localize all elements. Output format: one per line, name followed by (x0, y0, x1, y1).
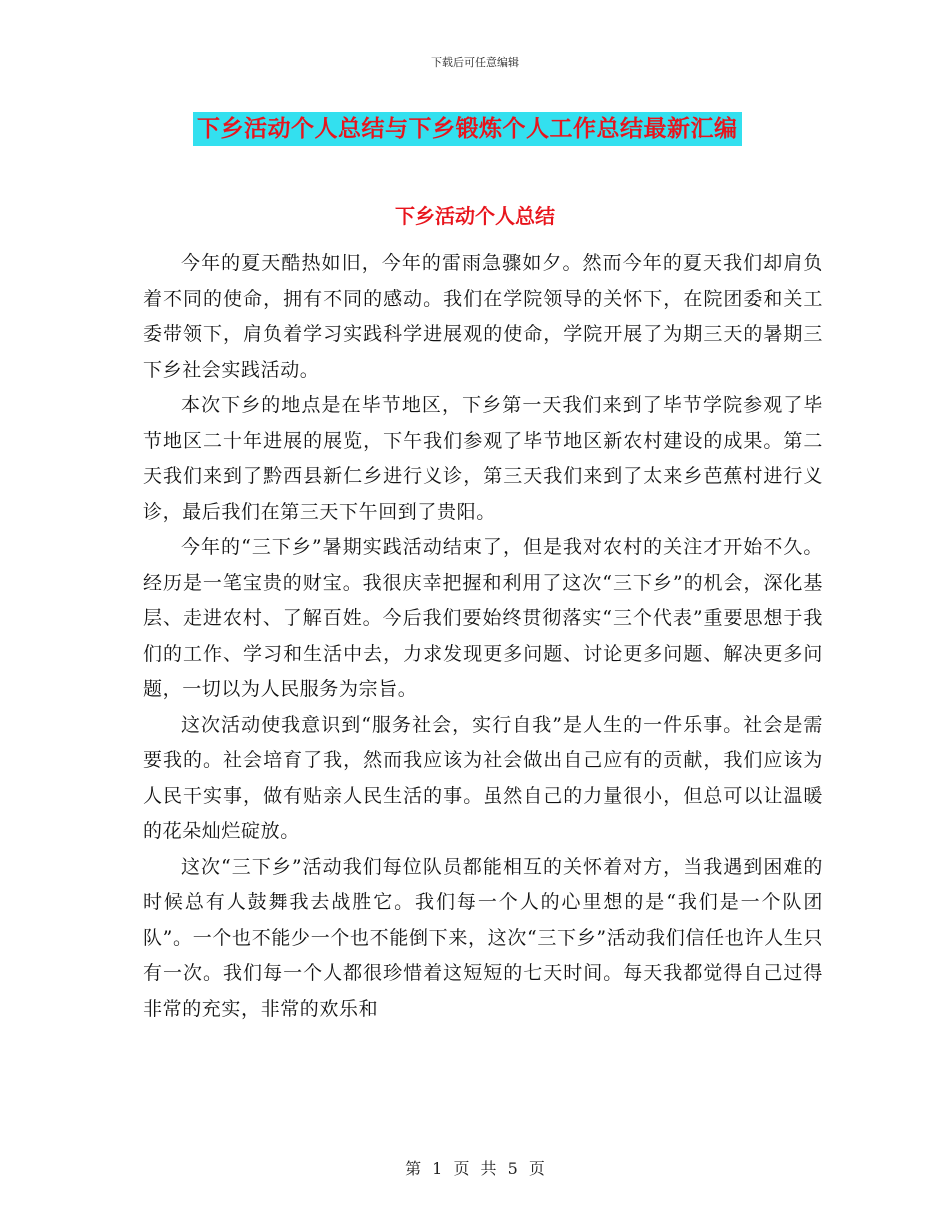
section-title: 下乡活动个人总结 (395, 204, 555, 228)
document-body (143, 246, 823, 1027)
page-header-note: 下载后可任意编辑 (431, 56, 519, 69)
document-title: 下乡活动个人总结与下乡锻炼个人工作总结最新汇编 (193, 112, 742, 146)
paragraph: 今年的“三下乡”暑期实践活动结束了，但是我对农村的关注才开始不久。经历是一笔宝贵的财宝。我很庆幸把握和利用了这次“三下乡”的机会，深化基层、走进农村、了解百姓。今后我们要始终贯彻落实“三个代表”重要思想于我们的工作、学习和生活中去，力求发现更多问题、讨论更多问题、解决更多问题，一切以为人民服务为宗旨。 (143, 536, 823, 700)
paragraph: 今年的夏天酷热如旧，今年的雷雨急骤如夕。然而今年的夏天我们却肩负着不同的使命，拥有不同的感动。我们在学院领导的关怀下，在院团委和关工委带领下，肩负着学习实践科学进展观的使命，学院开展了为期三天的暑期三下乡社会实践活动。 (143, 252, 823, 381)
paragraph: 这次“三下乡”活动我们每位队员都能相互的关怀着对方，当我遇到困难的时候总有人鼓舞我去战胜它。我们每一个人的心里想的是“我们是一个队团队”。一个也不能少一个也不能倒下来，这次“三下乡”活动我们信任也许人生只有一次。我们每一个人都很珍惜着这短短的七天时间。每天我都觉得自己过得非常的充实，非常的欢乐和 (143, 855, 823, 1020)
paragraph: 本次下乡的地点是在毕节地区，下乡第一天我们来到了毕节学院参观了毕节地区二十年进展的展览，下午我们参观了毕节地区新农村建设的成果。第二天我们来到了黔西县新仁乡进行义诊，第三天我们来到了太来乡芭蕉村进行义诊，最后我们在第三天下午回到了贵阳。 (143, 394, 823, 523)
page-number-footer: 第 1 页 共 5 页 (405, 1159, 545, 1178)
paragraph: 这次活动使我意识到“服务社会，实行自我”是人生的一件乐事。社会是需要我的。社会培育了我，然而我应该为社会做出自己应有的贡献，我们应该为人民干实事，做有贴亲人民生活的事。虽然自己的力量很小，但总可以让温暖的花朵灿烂碇放。 (143, 713, 823, 842)
